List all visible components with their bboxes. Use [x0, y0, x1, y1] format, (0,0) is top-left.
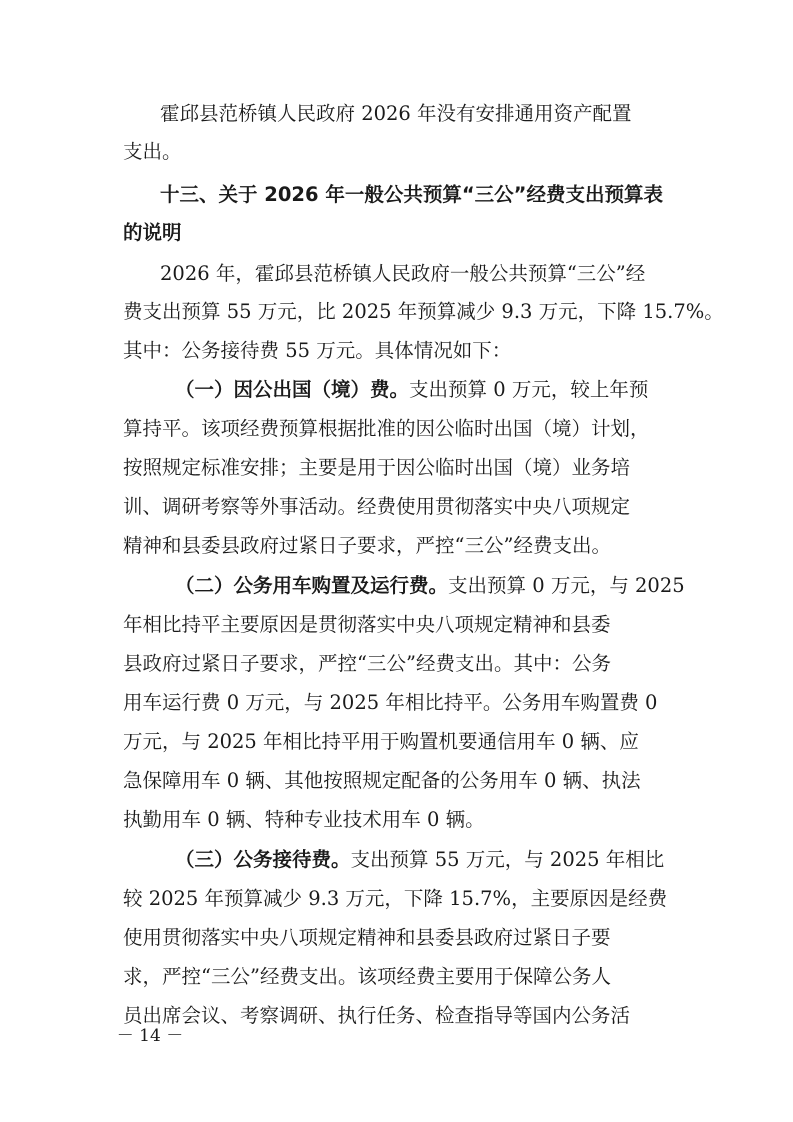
subsection-line: [175, 572, 685, 600]
subsection-title: （二）公务用车购置及运行费。: [175, 574, 449, 597]
subsection-text: 支出预算 0 万元，较上年预: [409, 378, 649, 401]
paragraph-line: 万元，与 2025 年相比持平用于购置机要通信用车 0 辆、应: [123, 730, 639, 753]
paragraph-line: 支出。: [123, 140, 182, 163]
paragraph-line: 精神和县委县政府过紧日子要求，严控“三公”经费支出。: [123, 534, 611, 557]
paragraph-line: 2026 年，霍邱县范桥镇人民政府一般公共预算“三公”经: [160, 262, 646, 285]
paragraph-line: 员出席会议、考察调研、执行任务、检查指导等国内公务活: [123, 1004, 631, 1027]
subsection-title: （一）因公出国（境）费。: [175, 378, 410, 401]
paragraph-line: 霍邱县范桥镇人民政府 2026 年没有安排通用资产配置: [160, 102, 632, 125]
section-heading: 的说明: [123, 221, 182, 244]
section-heading: 十三、关于 2026 年一般公共预算“三公”经费支出预算表: [160, 183, 663, 206]
page-number: － 14 －: [116, 1026, 184, 1046]
paragraph-line: 较 2025 年预算减少 9.3 万元，下降 15.7%，主要原因是经费: [123, 887, 668, 910]
paragraph-line: 按照规定标准安排；主要是用于因公临时出国（境）业务培: [123, 456, 631, 479]
paragraph-line: 用车运行费 0 万元，与 2025 年相比持平。公务用车购置费 0: [123, 691, 658, 714]
paragraph-line: 执勤用车 0 辆、特种专业技术用车 0 辆。: [123, 808, 485, 831]
paragraph-line: 训、调研考察等外事活动。经费使用贯彻落实中央八项规定: [123, 495, 631, 518]
subsection-line: [175, 846, 664, 874]
paragraph-line: 求，严控“三公”经费支出。该项经费主要用于保障公务人: [123, 965, 611, 988]
subsection-title: （三）公务接待费。: [175, 848, 351, 871]
paragraph-line: 年相比持平主要原因是贯彻落实中央八项规定精神和县委: [123, 613, 611, 636]
subsection-text: 支出预算 0 万元，与 2025: [448, 574, 685, 597]
paragraph-line: 其中：公务接待费 55 万元。具体情况如下：: [123, 339, 512, 362]
subsection-line: [175, 376, 648, 404]
paragraph-line: 算持平。该项经费预算根据批准的因公临时出国（境）计划，: [123, 417, 650, 440]
subsection-text: 支出预算 55 万元，与 2025 年相比: [350, 848, 665, 871]
paragraph-line: 急保障用车 0 辆、其他按照规定配备的公务用车 0 辆、执法: [123, 769, 641, 792]
paragraph-line: 县政府过紧日子要求，严控“三公”经费支出。其中：公务: [123, 652, 611, 675]
paragraph-line: 使用贯彻落实中央八项规定精神和县委县政府过紧日子要: [123, 926, 611, 949]
paragraph-line: 费支出预算 55 万元，比 2025 年预算减少 9.3 万元，下降 15.7%。: [123, 300, 724, 323]
